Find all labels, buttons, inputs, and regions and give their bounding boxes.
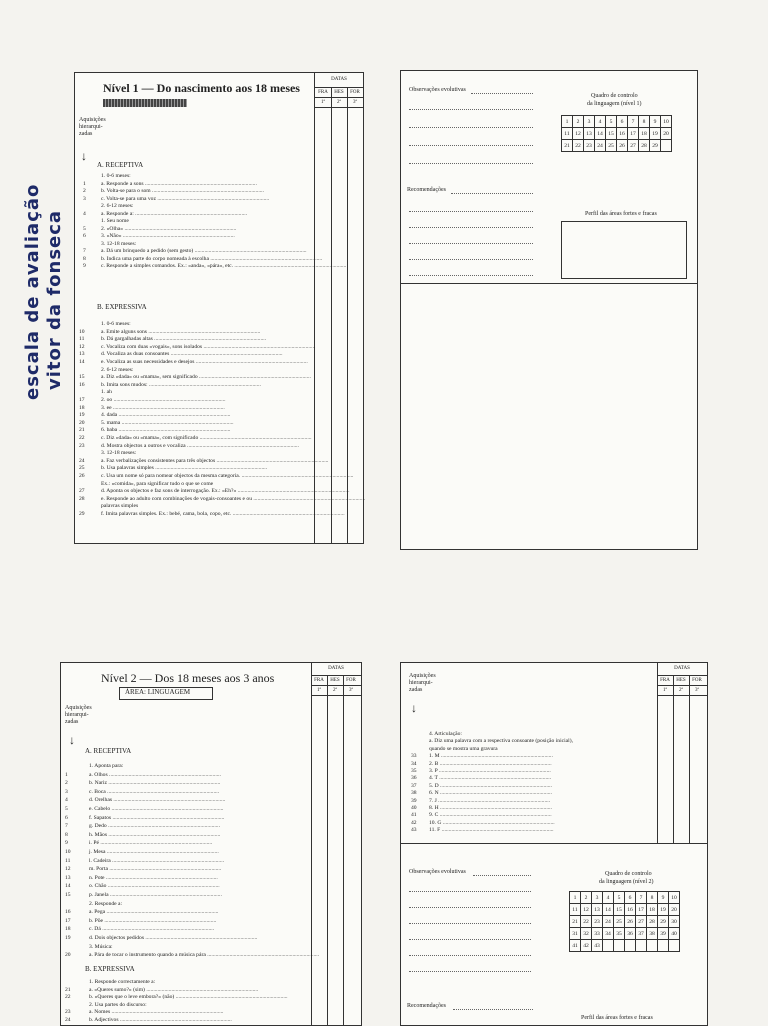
- sheet1-receptive-item-text: 2. «Olha» ................................................................................: [101, 225, 237, 232]
- sheet4-dates-label: DATAS: [674, 666, 690, 671]
- sheet4-articulation-item-number: 43: [411, 827, 417, 834]
- sheet4-grid-cell: 2: [581, 892, 592, 904]
- sheet3-receptive-item-number: 2: [65, 780, 68, 787]
- sheet2-grid-cell: 8: [639, 116, 650, 128]
- sheet2-control-grid: [561, 115, 672, 152]
- sheet4-articulation-item-text: 11. F ................................................................................: [429, 827, 554, 834]
- sheet3-expressive-item-number: 23: [65, 1009, 71, 1016]
- sheet3-receptive-item-text: b. Nariz ................................................................................: [89, 780, 221, 787]
- sheet4-grid-cell: 1: [570, 892, 581, 904]
- sheet4-articulation-item-text: 5. D ................................................................................: [429, 782, 552, 789]
- sheet1-date-col-3: FOR: [350, 90, 360, 95]
- sheet2-control-title-1: Quadro de controlo: [591, 93, 638, 99]
- sheet1-expressive-item-text: b. Dá gargalhadas altas ................................................................................: [101, 336, 267, 343]
- sheet3-receptive-item-text: h. Mãos ................................................................................: [89, 831, 221, 838]
- sheet1-expressive-item-text: d. Mostra objectos a outros e vocaliza ................................................................................: [101, 442, 299, 449]
- sheet4-grid-cell: 26: [625, 916, 636, 928]
- sheet4-articulation-item-number: 41: [411, 812, 417, 819]
- sheet2-grid-cell: 1: [562, 116, 573, 128]
- sheet4-control-title-2: da linguagem (nível 2): [599, 879, 654, 885]
- sheet4-articulation-item-text: 4. T ................................................................................: [429, 775, 552, 782]
- sheet1-expressive-item-text: c. Vocaliza com duas «vogais», sons isolados ................................................................................: [101, 343, 316, 350]
- sheet1-receptive-item-text: c. Volta-se para uma voz ................................................................................: [101, 195, 270, 202]
- sheet3-receptive-item-text: f. Sapatos ................................................................................: [89, 814, 225, 821]
- sheet1-receptive-item-number: 9: [83, 263, 86, 269]
- sheet1-expressive-item-number: 19: [79, 412, 85, 419]
- sheet3-expressive-item-text: 2. Usa partes do discurso:: [89, 1001, 147, 1008]
- sheet1-receptive-item-number: 7: [83, 248, 86, 254]
- sheet4-grid-cell: [625, 940, 636, 952]
- sheet4-grid-cell: 8: [647, 892, 658, 904]
- sheet4-grid-cell: 12: [581, 904, 592, 916]
- sheet3-receptive-item-number: 12: [65, 866, 71, 873]
- sheet1-receptive-item-number: 5: [83, 225, 86, 232]
- sheet2-grid-cell: 15: [606, 128, 617, 140]
- sheet4-articulation-item-number: 42: [411, 819, 417, 826]
- sheet2-grid-cell: 11: [562, 128, 573, 140]
- sheet1-expressive-item-number: 20: [79, 419, 85, 426]
- sheet3-date-sub-3: 3ª: [349, 688, 353, 693]
- sheet1-date-sub-3: 3ª: [353, 100, 357, 105]
- sheet1-expressive-item-text: e. Responde ao adulto com combinações de vogais-consoantes e ou ................................................................................: [101, 495, 366, 502]
- sheet2-grid-cell: 5: [606, 116, 617, 128]
- sheet1-expressive-item-number: 11: [79, 336, 85, 343]
- sheet4-articulation-item-text: 4. Articulação:: [429, 731, 462, 737]
- sheet3-expressive-item-text: a. «Queres sumo?» (sim) ................................................................................: [89, 986, 259, 993]
- sheet3-receptive-item-number: 19: [65, 935, 71, 941]
- sheet2-grid-cell: 13: [584, 128, 595, 140]
- sheet3-expressive-item-text: a. Nomes ................................................................................: [89, 1009, 224, 1016]
- sheet1-receptive-item-text: 1. Seu nome: [101, 218, 129, 224]
- sheet4-grid-cell: 24: [603, 916, 614, 928]
- sheet3-arrow-icon: ↓: [69, 733, 75, 747]
- sheet2-grid-cell: 6: [617, 116, 628, 128]
- sheet2-grid-cell: 29: [650, 140, 661, 152]
- sheet2-control-title-2: da linguagem (nível 1): [587, 101, 642, 107]
- sheet1-expressive-item-number: 14: [79, 359, 85, 365]
- sheet4-grid-cell: 16: [625, 904, 636, 916]
- sheet3-receptive-item-number: 7: [65, 823, 68, 830]
- sheet1-acq-label-1: Aquisições: [79, 117, 106, 123]
- sheet3-receptive-item-text: p. Janela ................................................................................: [89, 892, 222, 898]
- sheet1-receptive-item-number: 2: [83, 188, 86, 194]
- sheet3-title: Nível 2 — Dos 18 meses aos 3 anos: [101, 671, 275, 685]
- sheet2-obs-label: Observações evolutivas: [409, 87, 466, 93]
- sheet1-receptive-item-number: 6: [83, 233, 86, 239]
- sheet4-date-col-1: FRA: [660, 678, 670, 683]
- sheet4-acq-label-2: hierarqui-: [409, 680, 433, 686]
- sheet3-receptive-item-number: 20: [65, 952, 71, 959]
- sheet4-grid-cell: 33: [592, 928, 603, 940]
- sheet3-expressive-item-text: 1. Responde correctamente a:: [89, 979, 156, 985]
- sheet4-grid-cell: 23: [592, 916, 603, 928]
- sheet3-receptive-item-text: a. Olhos ................................................................................: [89, 771, 221, 778]
- sheet1-receptive-item-text: a. Responde a sons ................................................................................: [101, 180, 257, 187]
- sheet3-receptive-item-text: 1. Aponta para:: [89, 763, 124, 769]
- sheet4-articulation-item-text: 1. M ................................................................................: [429, 753, 553, 760]
- sheet2-grid-cell: 14: [595, 128, 606, 140]
- sheet4-articulation-item-text: a. Diz uma palavra com a respectiva consoante (posição inicial),: [429, 738, 573, 745]
- sheet4-articulation-item-number: 38: [411, 790, 417, 797]
- sheet1-expressive-item-text: 1. ah: [101, 389, 112, 396]
- sheet3-receptive-item-text: o. Chão ................................................................................: [89, 883, 220, 890]
- sheet2-grid-cell: 16: [617, 128, 628, 140]
- sheet2-grid-cell: 26: [617, 140, 628, 152]
- sheet4-grid-cell: 15: [614, 904, 625, 916]
- sheet3-receptive-item-number: 5: [65, 806, 68, 812]
- sheet2-grid-cell: 24: [595, 140, 606, 152]
- sheet1-expressive-item-number: 21: [79, 427, 85, 434]
- sheet3-date-col-3: FOR: [346, 678, 356, 683]
- sheet1-expressive-item-text: d. Vocaliza as duas consoantes ................................................................................: [101, 351, 283, 358]
- sheet3-receptive-item-text: a. Pára de tocar o instrumento quando a música pára ................................................................................: [89, 952, 320, 959]
- sheet4-grid-cell: 25: [614, 916, 625, 928]
- sheet3-receptive-item-number: 10: [65, 849, 71, 855]
- sheet1-expressive-item-text: Ex.: «comida», para significar tudo o que se come: [101, 480, 214, 487]
- sheet1-expressive-item-number: 25: [79, 465, 85, 472]
- sheet4-grid-cell: 9: [658, 892, 669, 904]
- sheet1-expressive-item-text: b. Imita sons mudos: ................................................................................: [101, 381, 261, 388]
- sheet3-expressive-item-number: 22: [65, 994, 71, 1001]
- sheet2-grid-cell: 4: [595, 116, 606, 128]
- sheet3-date-sub-2: 2ª: [333, 688, 337, 693]
- sheet3-receptive-item-number: 4: [65, 797, 68, 804]
- sheet1-expressive-item-text: 6. baba ................................................................................: [101, 427, 231, 434]
- sheet1-expressive-item-text: a. Emite alguns sons ................................................................................: [101, 328, 261, 335]
- sheet2-grid-cell: 9: [650, 116, 661, 128]
- sheet1-date-sub-2: 2ª: [337, 100, 341, 105]
- sheet4-articulation-item-text: 3. P ................................................................................: [429, 768, 551, 774]
- sheet3-receptive-item-text: a. Pega ................................................................................: [89, 909, 219, 916]
- sheet4-grid-cell: 11: [570, 904, 581, 916]
- sheet4-grid-cell: 22: [581, 916, 592, 928]
- sheet1-expressive-item-number: 29: [79, 511, 85, 517]
- sheet4-grid-cell: 34: [603, 928, 614, 940]
- sheet1-expressive-item-number: 23: [79, 442, 85, 449]
- sheet4-grid-cell: 19: [658, 904, 669, 916]
- sheet1-expressive-item-number: 13: [79, 351, 85, 358]
- sheet1-receptive-heading: A. RECEPTIVA: [97, 161, 144, 169]
- sheet4-grid-cell: 36: [625, 928, 636, 940]
- sheet4-grid-cell: 13: [592, 904, 603, 916]
- sheet4-grid-cell: 18: [647, 904, 658, 916]
- sheet4-grid-cell: 3: [592, 892, 603, 904]
- sheet2-recommend-label: Recomendações: [407, 187, 446, 193]
- sheet3-expressive-heading: B. EXPRESSIVA: [85, 965, 135, 973]
- sheet3-receptive-item-number: 6: [65, 814, 68, 821]
- sheet-level2-form: [60, 662, 362, 1026]
- sheet2-grid-cell: 27: [628, 140, 639, 152]
- sheet2-grid-cell: [661, 140, 672, 152]
- sheet1-expressive-item-number: 22: [79, 435, 85, 441]
- sheet1-receptive-item-text: 1. 0-6 meses:: [101, 173, 131, 179]
- sheet1-receptive-item-text: b. Indica uma parte do corpo nomeada à escolha ................................................................................: [101, 255, 323, 262]
- sheet4-grid-cell: 14: [603, 904, 614, 916]
- sheet2-profile-label: Perfil das áreas fortes e fracas: [585, 211, 657, 217]
- sheet3-receptive-item-text: j. Mesa ................................................................................: [89, 849, 219, 855]
- sheet2-grid-cell: 10: [661, 116, 672, 128]
- sheet4-articulation-item-text: 9. C ................................................................................: [429, 812, 552, 819]
- sheet4-grid-cell: 17: [636, 904, 647, 916]
- sheet3-receptive-item-text: l. Cadeira ................................................................................: [89, 857, 225, 864]
- sheet1-expressive-item-text: d. Aponta os objectos e faz sons de interrogação. Ex.: «Eh?» ................................................................................: [101, 488, 350, 495]
- sheet4-articulation-item-text: 6. N ................................................................................: [429, 790, 552, 797]
- sheet4-grid-cell: 39: [658, 928, 669, 940]
- sheet4-grid-cell: 5: [614, 892, 625, 904]
- sheet1-expressive-item-text: b. Usa palavras simples ................................................................................: [101, 465, 268, 472]
- sheet2-grid-cell: 28: [639, 140, 650, 152]
- sheet4-articulation-item-number: 37: [411, 782, 417, 789]
- sheet3-receptive-item-number: 13: [65, 874, 71, 881]
- sheet4-date-col-3: FOR: [692, 678, 702, 683]
- sheet1-expressive-item-text: c. Usa um nome só para nomear objectos da mesma categoria. ................................................................................: [101, 473, 354, 479]
- sheet3-expressive-item-number: 21: [65, 986, 71, 993]
- sheet4-articulation-item-number: 34: [411, 760, 417, 767]
- sheet1-banner: [103, 99, 187, 107]
- sheet3-receptive-item-number: 18: [65, 926, 71, 933]
- sheet1-receptive-item-text: 3. 12-18 meses:: [101, 240, 137, 247]
- sheet4-grid-cell: 6: [625, 892, 636, 904]
- sheet4-grid-cell: 21: [570, 916, 581, 928]
- sheet4-acq-label-1: Aquisições: [409, 673, 436, 679]
- sheet2-grid-cell: 23: [584, 140, 595, 152]
- sheet3-receptive-item-number: 8: [65, 831, 68, 838]
- sheet1-receptive-item-text: 3. «Não» ................................................................................: [101, 233, 235, 239]
- sheet4-grid-cell: 37: [636, 928, 647, 940]
- sheet4-profile-label: Perfil das áreas fortes e fracas: [581, 1015, 653, 1021]
- sheet4-grid-cell: 28: [647, 916, 658, 928]
- sheet4-grid-cell: 30: [669, 916, 680, 928]
- sheet1-date-sub-1: 1ª: [321, 100, 325, 105]
- sheet3-expressive-item-text: b. «Queres que o leve embora?» (não) ................................................................................: [89, 994, 288, 1001]
- sheet1-expressive-item-text: c. Diz «dada» ou «mama», com significado ................................................................................: [101, 435, 312, 441]
- sheet4-control-grid: [569, 891, 680, 952]
- sheet3-receptive-item-number: 3: [65, 788, 68, 795]
- sheet1-date-col-2: HES: [334, 90, 344, 95]
- sheet1-expressive-item-number: 17: [79, 397, 85, 403]
- sheet3-receptive-item-text: c. Dá ................................................................................: [89, 926, 215, 933]
- sheet1-expressive-item-text: palavras simples: [101, 503, 139, 510]
- sheet1-date-col-1: FRA: [318, 90, 328, 95]
- sheet3-receptive-item-text: c. Boca ................................................................................: [89, 788, 220, 795]
- sheet1-receptive-item-number: 3: [83, 195, 86, 202]
- sheet-level2-summary: [400, 662, 708, 1026]
- sheet1-receptive-item-text: c. Responde a simples comandos. Ex.: «anda», «pára», etc. ................................................................................: [101, 263, 347, 269]
- sheet2-grid-cell: 20: [661, 128, 672, 140]
- sheet1-receptive-item-number: 4: [83, 210, 86, 217]
- sheet1-expressive-item-text: 2. oo ................................................................................: [101, 397, 226, 403]
- sheet1-expressive-item-number: 24: [79, 457, 85, 464]
- sheet1-expressive-item-text: 5. mama ................................................................................: [101, 419, 234, 426]
- sheet4-articulation-item-text: quando se mostra uma gravura: [429, 745, 498, 752]
- sheet4-date-sub-2: 2ª: [679, 688, 683, 693]
- handwritten-annotation-1: escala de avaliação: [22, 183, 43, 400]
- sheet4-grid-cell: 41: [570, 940, 581, 952]
- sheet3-receptive-item-number: 17: [65, 917, 71, 924]
- sheet1-expressive-item-text: 4. dada ................................................................................: [101, 412, 231, 419]
- sheet4-grid-cell: 10: [669, 892, 680, 904]
- sheet4-articulation-item-number: 40: [411, 805, 417, 811]
- sheet4-grid-cell: 35: [614, 928, 625, 940]
- sheet4-articulation-item-number: 33: [411, 753, 417, 760]
- handwritten-annotation-2: vitor da fonseca: [44, 209, 65, 390]
- sheet4-grid-cell: 42: [581, 940, 592, 952]
- sheet1-expressive-item-text: a. Diz «dada» ou «mama», sem significado ................................................................................: [101, 374, 311, 381]
- sheet3-receptive-item-number: 9: [65, 840, 68, 847]
- sheet4-grid-cell: [669, 940, 680, 952]
- sheet2-grid-cell: 12: [573, 128, 584, 140]
- sheet3-receptive-item-number: 16: [65, 909, 71, 916]
- sheet3-receptive-item-number: 15: [65, 892, 71, 898]
- sheet1-expressive-item-number: 10: [79, 328, 85, 335]
- sheet4-articulation-item-number: 35: [411, 768, 417, 774]
- sheet3-receptive-item-text: d. Dois objectos pedidos ................................................................................: [89, 935, 258, 941]
- sheet1-expressive-item-number: 27: [79, 488, 85, 495]
- sheet1-expressive-item-text: 3. 12-18 meses:: [101, 450, 137, 457]
- sheet1-receptive-item-text: b. Volta-se para o som ................................................................................: [101, 188, 264, 194]
- sheet4-articulation-item-text: 10. G ................................................................................: [429, 819, 555, 826]
- sheet4-articulation-item-text: 2. B ................................................................................: [429, 760, 552, 767]
- sheet4-articulation-item-number: 36: [411, 775, 417, 782]
- sheet3-date-col-2: HES: [330, 678, 340, 683]
- sheet4-grid-cell: [614, 940, 625, 952]
- sheet3-receptive-item-text: i. Pé ................................................................................: [89, 840, 213, 847]
- sheet3-receptive-item-number: 14: [65, 883, 71, 890]
- sheet4-date-sub-1: 1ª: [663, 688, 667, 693]
- sheet1-arrow-icon: ↓: [81, 149, 87, 163]
- sheet3-area-label: ÁREA: LINGUAGEM: [125, 688, 191, 696]
- sheet4-grid-cell: 27: [636, 916, 647, 928]
- sheet3-acq-label-1: Aquisições: [65, 705, 92, 711]
- sheet4-grid-cell: [647, 940, 658, 952]
- sheet1-receptive-item-text: a. Dá um brinquedo a pedido (sem gesto) ................................................................................: [101, 248, 307, 254]
- sheet1-receptive-item-number: 1: [83, 180, 86, 187]
- sheet1-expressive-item-number: 28: [79, 495, 85, 502]
- sheet4-date-sub-3: 3ª: [695, 688, 699, 693]
- sheet3-receptive-item-text: g. Dedo ................................................................................: [89, 823, 220, 830]
- sheet3-date-col-1: FRA: [314, 678, 324, 683]
- sheet4-recommend-label: Recomendações: [407, 1003, 446, 1009]
- sheet4-grid-cell: 43: [592, 940, 603, 952]
- sheet4-articulation-item-text: 8. H ................................................................................: [429, 805, 552, 811]
- sheet1-expressive-item-number: 12: [79, 343, 85, 350]
- sheet3-receptive-item-text: e. Cabelo ................................................................................: [89, 806, 224, 812]
- sheet4-arrow-icon: ↓: [411, 701, 417, 715]
- sheet4-grid-cell: [603, 940, 614, 952]
- sheet1-expressive-heading: B. EXPRESSIVA: [97, 303, 147, 311]
- sheet3-acq-label-3: zadas: [65, 719, 79, 725]
- sheet4-grid-cell: 40: [669, 928, 680, 940]
- sheet1-expressive-item-number: 18: [79, 404, 85, 411]
- sheet3-receptive-item-number: 1: [65, 771, 68, 778]
- sheet4-control-title-1: Quadro de controlo: [605, 871, 652, 877]
- sheet4-grid-cell: 38: [647, 928, 658, 940]
- sheet1-expressive-item-text: a. Faz verbalizações consistentes para três objectos ................................................................................: [101, 457, 329, 464]
- sheet3-receptive-item-text: d. Orelhas ................................................................................: [89, 797, 226, 804]
- sheet4-obs-label: Observações evolutivas: [409, 869, 466, 875]
- sheet2-grid-cell: 19: [650, 128, 661, 140]
- sheet3-receptive-heading: A. RECEPTIVA: [85, 747, 132, 755]
- sheet4-grid-cell: 29: [658, 916, 669, 928]
- sheet3-receptive-item-text: b. Põe ................................................................................: [89, 917, 217, 924]
- sheet4-grid-cell: 7: [636, 892, 647, 904]
- sheet4-articulation-item-text: 7. J ................................................................................: [429, 797, 551, 804]
- sheet1-expressive-item-text: e. Vocaliza as suas necessidades e desejos ................................................................................: [101, 359, 308, 365]
- sheet2-grid-cell: 2: [573, 116, 584, 128]
- sheet1-title: Nível 1 — Do nascimento aos 18 meses: [103, 81, 300, 95]
- sheet2-grid-cell: 22: [573, 140, 584, 152]
- sheet-level1-form: [74, 72, 364, 544]
- sheet3-acq-label-2: hierarqui-: [65, 712, 89, 718]
- sheet2-profile-box: [561, 221, 687, 279]
- sheet1-receptive-item-text: a. Responde a: ................................................................................: [101, 210, 248, 217]
- sheet4-grid-cell: [636, 940, 647, 952]
- sheet3-receptive-item-number: 11: [65, 857, 71, 864]
- sheet2-grid-cell: 25: [606, 140, 617, 152]
- sheet4-acq-label-3: zadas: [409, 687, 423, 693]
- sheet1-receptive-item-number: 8: [83, 255, 86, 262]
- sheet1-acq-label-2: hierarqui-: [79, 124, 103, 130]
- sheet2-grid-cell: 21: [562, 140, 573, 152]
- sheet1-expressive-item-number: 15: [79, 374, 85, 381]
- sheet3-receptive-item-text: n. Pote ................................................................................: [89, 874, 218, 881]
- sheet1-dates-label: DATAS: [331, 77, 347, 82]
- sheet4-grid-cell: 32: [581, 928, 592, 940]
- sheet4-grid-cell: 4: [603, 892, 614, 904]
- sheet4-articulation-item-number: 39: [411, 797, 417, 804]
- sheet4-grid-cell: [658, 940, 669, 952]
- sheet3-receptive-item-text: m. Porta ................................................................................: [89, 866, 222, 873]
- sheet1-acq-label-3: zadas: [79, 131, 93, 137]
- sheet4-date-col-2: HES: [676, 678, 686, 683]
- sheet2-grid-cell: 18: [639, 128, 650, 140]
- sheet2-grid-cell: 3: [584, 116, 595, 128]
- sheet3-expressive-item-text: b. Adjectivos ................................................................................: [89, 1017, 232, 1023]
- sheet3-receptive-item-text: 3. Música:: [89, 943, 113, 950]
- sheet1-expressive-item-number: 16: [79, 381, 85, 388]
- sheet4-grid-cell: 31: [570, 928, 581, 940]
- sheet1-receptive-item-text: 2. 6-12 meses:: [101, 203, 134, 209]
- sheet3-receptive-item-text: 2. Responde a:: [89, 900, 123, 907]
- sheet2-grid-cell: 17: [628, 128, 639, 140]
- sheet1-expressive-item-number: 26: [79, 473, 85, 479]
- sheet1-expressive-item-text: 1. 0-6 meses:: [101, 321, 131, 327]
- sheet1-expressive-item-text: f. Imita palavras simples. Ex.: bebé, cama, bola, copo, etc. ................................................................................: [101, 511, 345, 517]
- sheet1-expressive-item-text: 2. 6-12 meses:: [101, 366, 134, 373]
- sheet4-grid-cell: 20: [669, 904, 680, 916]
- sheet3-date-sub-1: 1ª: [317, 688, 321, 693]
- sheet3-dates-label: DATAS: [328, 666, 344, 671]
- sheet3-expressive-item-number: 24: [65, 1017, 71, 1023]
- sheet1-expressive-item-text: 3. ee ................................................................................: [101, 404, 225, 411]
- sheet2-grid-cell: 7: [628, 116, 639, 128]
- sheet-level1-summary: [400, 70, 698, 550]
